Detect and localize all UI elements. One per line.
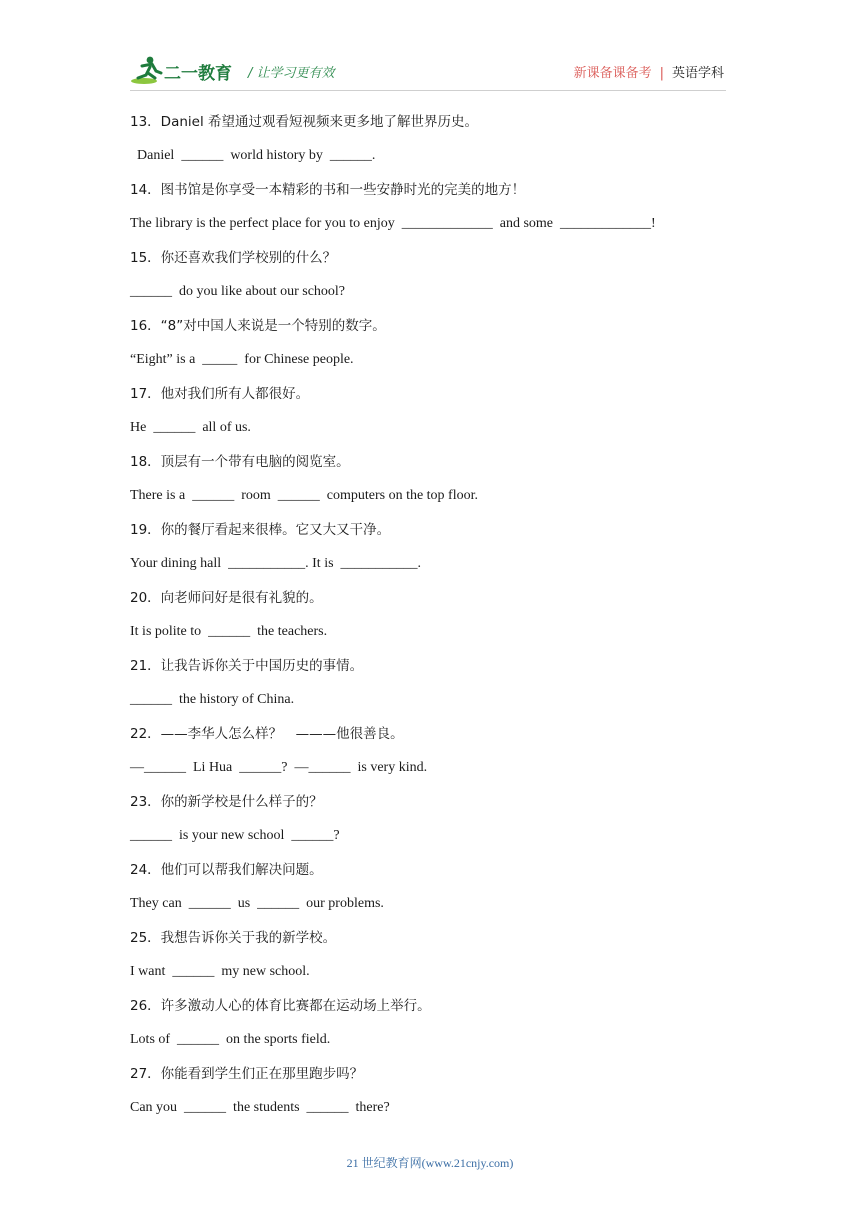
exercise-item bbox=[130, 384, 730, 438]
exercise-answer-line: There is a ______ room ______ computers on the top floor. bbox=[130, 488, 478, 503]
exercise-prompt: 13．Daniel 希望通过观看短视频来更多地了解世界历史。 bbox=[130, 114, 479, 130]
exercise-answer-line: “Eight” is a _____ for Chinese people. bbox=[130, 352, 354, 367]
exercise-answer-line: He ______ all of us. bbox=[130, 420, 251, 435]
logo bbox=[130, 54, 242, 88]
exercise-answer-line: I want ______ my new school. bbox=[130, 964, 310, 979]
header-divider bbox=[130, 90, 726, 91]
exercise-prompt: 22．——李华人怎么样？ ———他很善良。 bbox=[130, 726, 404, 742]
exercise-item bbox=[130, 180, 730, 234]
exercise-prompt: 26．许多激动人心的体育比赛都在运动场上举行。 bbox=[130, 998, 431, 1014]
exercise-item bbox=[130, 724, 730, 778]
exercise-answer-line: It is polite to ______ the teachers. bbox=[130, 624, 328, 639]
exercise-item bbox=[130, 996, 730, 1050]
exercise-answer-line: —______ Li Hua ______? —______ is very kind. bbox=[130, 760, 428, 775]
page-header bbox=[130, 52, 730, 92]
exercise-prompt: 24．他们可以帮我们解决问题。 bbox=[130, 862, 323, 878]
exercise-answer-line: They can ______ us ______ our problems. bbox=[130, 896, 384, 911]
exercise-prompt: 17．他对我们所有人都很好。 bbox=[130, 386, 310, 402]
header-tag: 新课备课备考 bbox=[573, 66, 652, 81]
header-subject: 英语学科 bbox=[671, 66, 724, 81]
exercise-prompt: 27．你能看到学生们正在那里跑步吗？ bbox=[130, 1066, 364, 1082]
exercise-answer-line: Can you ______ the students ______ there? bbox=[130, 1100, 390, 1115]
exercise-prompt: 14．图书馆是你享受一本精彩的书和一些安静时光的完美的地方！ bbox=[130, 182, 526, 198]
exercise-item bbox=[130, 520, 730, 574]
exercise-item bbox=[130, 860, 730, 914]
exercise-item bbox=[130, 316, 730, 370]
header-slogan: / 让学习更有效 bbox=[248, 66, 335, 81]
exercise-answer-line: Your dining hall ___________. It is ___________. bbox=[130, 556, 422, 571]
exercise-prompt: 20．向老师问好是很有礼貌的。 bbox=[130, 590, 323, 606]
exercise-item bbox=[130, 452, 730, 506]
exercise-answer-line: ______ the history of China. bbox=[130, 692, 295, 707]
exercise-answer-line: Daniel ______ world history by ______. bbox=[137, 148, 376, 163]
exercise-prompt: 25．我想告诉你关于我的新学校。 bbox=[130, 930, 337, 946]
exercise-item bbox=[130, 656, 730, 710]
exercise-prompt: 21．让我告诉你关于中国历史的事情。 bbox=[130, 658, 364, 674]
logo-text: 二一教育 bbox=[164, 64, 232, 84]
exercise-prompt: 23．你的新学校是什么样子的？ bbox=[130, 794, 323, 810]
exercise-item bbox=[130, 1064, 730, 1118]
exercise-prompt: 16．“8”对中国人来说是一个特别的数字。 bbox=[130, 318, 386, 334]
header-right bbox=[574, 62, 724, 81]
exercise-answer-line: ______ do you like about our school? bbox=[130, 284, 346, 299]
exercise-item bbox=[130, 792, 730, 846]
exercise-prompt: 15．你还喜欢我们学校别的什么？ bbox=[130, 250, 337, 266]
exercise-answer-line: The library is the perfect place for you to enjoy _____________ and some _____________! bbox=[130, 216, 656, 231]
exercise-item bbox=[130, 928, 730, 982]
exercise-item bbox=[130, 112, 730, 166]
page-footer: 21 世纪教育网(www.21cnjy.com) bbox=[346, 1156, 514, 1170]
exercise-item bbox=[130, 588, 730, 642]
header-separator: | bbox=[659, 66, 664, 81]
exercise-answer-line: ______ is your new school ______? bbox=[130, 828, 340, 843]
exercise-prompt: 18．顶层有一个带有电脑的阅览室。 bbox=[130, 454, 350, 470]
exercise-list bbox=[130, 112, 730, 1132]
exercise-item bbox=[130, 248, 730, 302]
exercise-answer-line: Lots of ______ on the sports field. bbox=[130, 1032, 331, 1047]
exercise-prompt: 19．你的餐厅看起来很棒。它又大又干净。 bbox=[130, 522, 391, 538]
